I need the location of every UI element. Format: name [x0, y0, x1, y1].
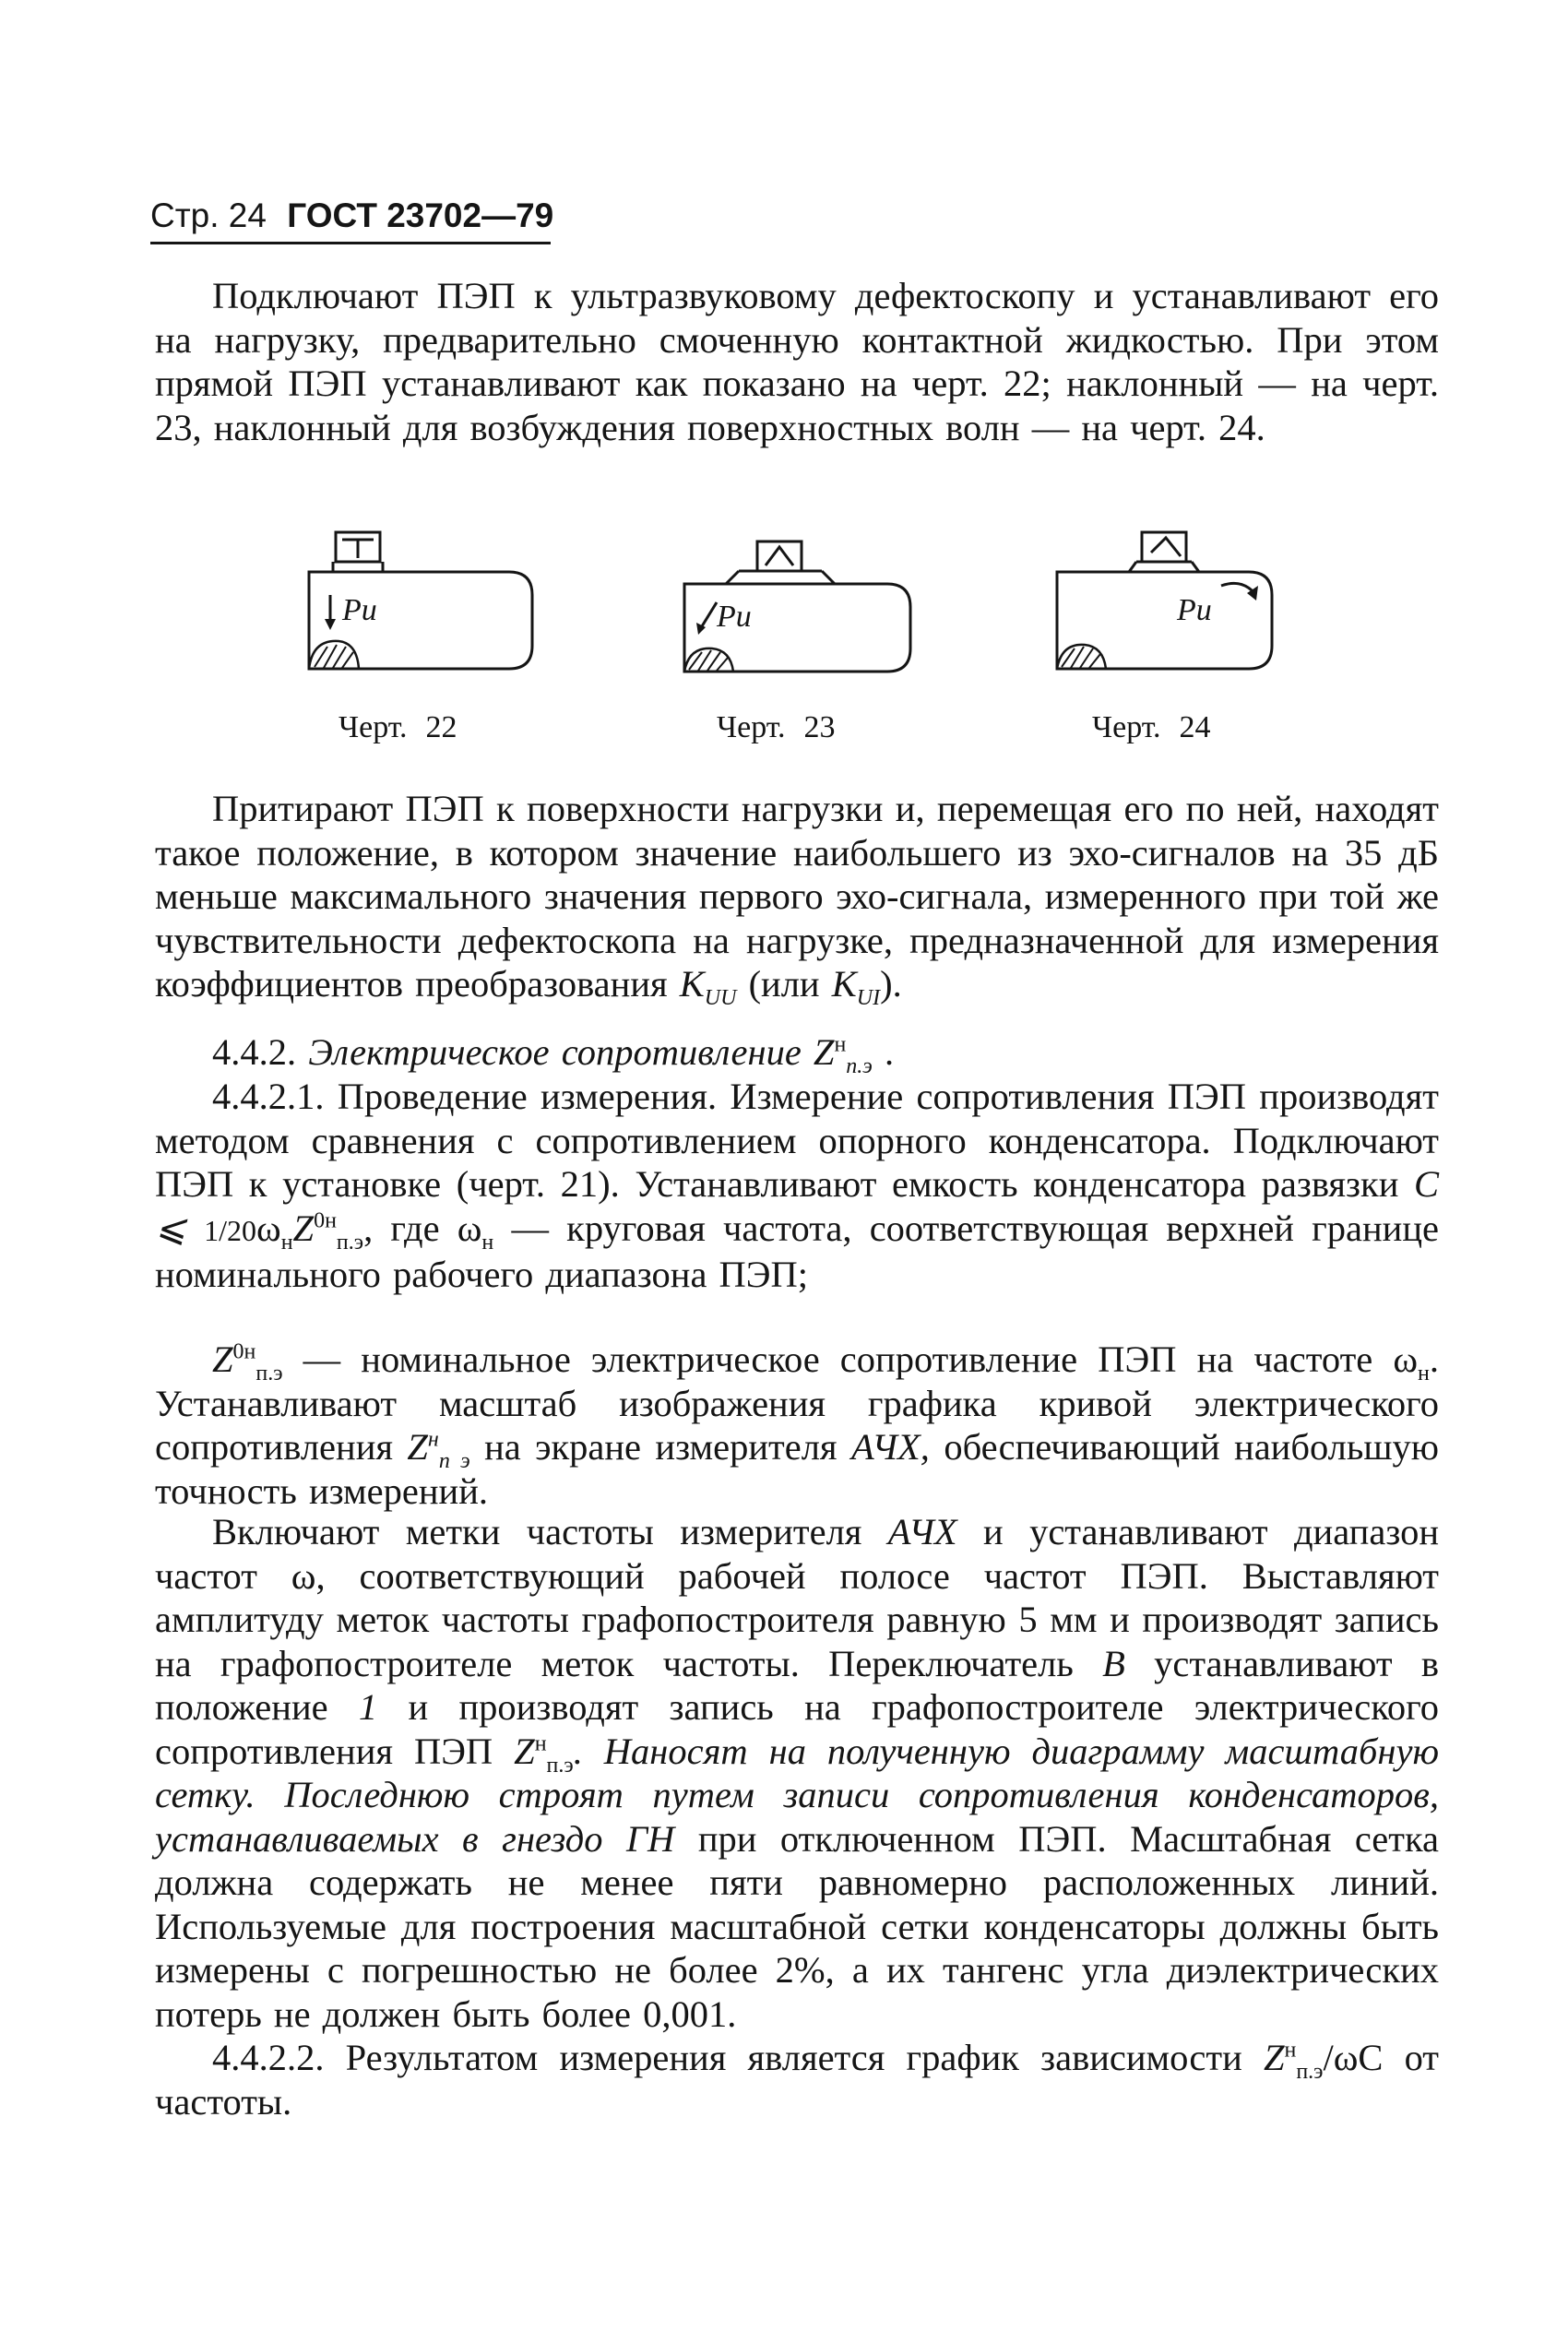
figure-24-caption-label: Черт. [1092, 710, 1161, 744]
incl-z-sub: п.э [546, 1753, 574, 1778]
section-impedance-symbol: Z [813, 1031, 835, 1073]
def-z2-sub: п э [438, 1449, 470, 1474]
def-omega-sub: н [1418, 1362, 1430, 1386]
figure-24-caption [1092, 710, 1211, 745]
figure-22-caption-label: Черт. [339, 710, 408, 744]
p4422-z-sup: н [1284, 2038, 1297, 2063]
figure-24 [1037, 530, 1313, 756]
incl-socket: ГН [626, 1817, 675, 1860]
incl-text-d: и производят запись на графопостроителе электрического сопротивления ПЭП [155, 1686, 1439, 1772]
section-impedance-sup: н [834, 1032, 847, 1057]
p4421-omega-2-sub: н [481, 1230, 494, 1255]
p4422-z-sub: п.э [1296, 2060, 1324, 2085]
figure-24-caption-number: 24 [1179, 710, 1211, 744]
p4421-z-sup: 0н [314, 1208, 337, 1232]
p4421-z: Z [292, 1207, 315, 1249]
figure-23-caption-label: Черт. [717, 710, 786, 744]
figure-23-signal-label: Ри [717, 600, 752, 634]
incl-text-f: при отключенном ПЭП. Масштабная сетка должна содержать не менее пяти равномерно расположенных линий. Используемые для построения масштабной сетки конденсаторы должны быть измерены с погрешностью не более 2%, а их тангенс угла диэлектрических потерь не должен быть более 0,001. [155, 1817, 1440, 2035]
figure-23-caption [717, 710, 836, 745]
section-heading [155, 1030, 1439, 1079]
figure-23 [671, 530, 947, 756]
def-text-d: обеспечивающий наибольшую точность измерений. [155, 1426, 1440, 1512]
coef-kui-symbol: K [831, 963, 857, 1005]
def-z2: Z [407, 1426, 428, 1468]
section-impedance-sub: п.э [846, 1054, 873, 1079]
coef-kui-subscript: UI [856, 986, 881, 1011]
p4422-text-a: 4.4.2.2. Результатом измерения является график зависимости [212, 2037, 1242, 2078]
p4421-text-b: , где [363, 1207, 440, 1249]
rubbing-end: ). [880, 963, 902, 1005]
rubbing-paragraph [155, 787, 1439, 1011]
def-text-b: . Устанавливают масштаб изображения графика кривой электрического сопротивления [155, 1338, 1440, 1468]
def-z: Z [212, 1338, 233, 1380]
def-z2-sup: н [427, 1427, 439, 1452]
coef-kuu-subscript: UU [704, 986, 737, 1011]
page-number: Стр. 24 [150, 196, 267, 234]
def-text-a: — номинальное электрическое сопротивление ПЭП на частоте [303, 1338, 1373, 1380]
def-omega: ω [1393, 1338, 1419, 1380]
figure-23-drawing [671, 530, 947, 715]
p4421-omega: ω [256, 1207, 281, 1249]
p4422-text-b: /ωC от частоты. [155, 2037, 1439, 2123]
incl-text-a: Включают метки частоты измерителя [212, 1511, 862, 1552]
incl-position: 1 [358, 1686, 378, 1728]
intro-paragraph: Подключают ПЭП к ультразвуковому дефектоскопу и устанавливают его на нагрузку, предварительно смоченную контактной жидкостью. При этом прямой ПЭП устанавливают как показано на черт. 22; наклонный — на черт. 23, наклонный для возбуждения поверхностных волн — на черт. 24. [155, 275, 1439, 448]
figure-24-signal-label: Ри [1177, 593, 1212, 627]
paragraph-enable-marks [155, 1510, 1439, 2036]
p4421-formula-c: C ⩽ [155, 1163, 1439, 1249]
rubbing-text: Притирают ПЭП к поверхности нагрузки и, перемещая его по ней, находят такое положение, в котором значение наибольшего из эхо-сигналов на 35 дБ меньше максимального значения первого эхо-сигнала, измеренного при той же чувствительности дефектоскопа на нагрузке, предназначенной для измерения коэффициентов преобразования [155, 788, 1439, 1005]
p4421-z-sub: п.э [336, 1230, 364, 1255]
p4422-z: Z [1263, 2037, 1285, 2078]
p4421-omega-2: ω [457, 1207, 482, 1249]
incl-text-b: и устанавливают диапазон частот ω, соответствующий рабочей полосе частот ПЭП. Выставляют амплитуду меток частоты графопостроителя равную 5 мм и производят запись на графопостроителе меток частоты. Переключатель [155, 1511, 1439, 1684]
def-z-sub: п.э [255, 1362, 283, 1386]
coef-kuu-symbol: K [679, 963, 705, 1005]
def-achx: АЧХ, [850, 1426, 930, 1468]
def-z-sup: 0н [232, 1339, 256, 1364]
figure-24-drawing [1037, 530, 1313, 715]
incl-achx: АЧХ [887, 1511, 957, 1552]
header-rule [150, 242, 551, 244]
p4421-formula-fraction: 1/20 [204, 1213, 257, 1247]
section-end: . [885, 1031, 895, 1073]
standard-code: ГОСТ 23702—79 [287, 196, 554, 234]
incl-z-sup: н [534, 1731, 547, 1755]
paragraph-definition [155, 1338, 1439, 1513]
paragraph-4-4-2-1 [155, 1075, 1439, 1297]
figure-22-signal-label: Ри [342, 593, 377, 627]
figure-22-caption [339, 710, 457, 745]
page-header [150, 196, 553, 235]
section-number: 4.4.2. [212, 1031, 297, 1073]
figure-22 [302, 530, 578, 756]
paragraph-4-4-2-2 [155, 2036, 1439, 2123]
incl-switch: В [1102, 1642, 1125, 1684]
p4421-text-a: 4.4.2.1. Проведение измерения. Измерение сопротивления ПЭП производят методом сравнения с сопротивлением опорного конденсатора. Подключают ПЭП к установке (черт. 21). Устанавливают емкость конденсатора развязки [155, 1076, 1439, 1205]
section-title: Электрическое сопротивление [308, 1031, 802, 1073]
incl-text-e: . Наносят на полученную диаграмму масштабную сетку. Последнюю строят путем записи сопротивления конденсаторов, устанавливаемых в гнездо [155, 1730, 1440, 1860]
def-text-c: на экране измерителя [484, 1426, 837, 1468]
p4421-omega-sub: н [280, 1230, 293, 1255]
figure-22-caption-number: 22 [425, 710, 457, 744]
rubbing-or-text: (или [748, 963, 820, 1005]
p4421-text-c: — круговая частота, соответствующая верхней границе номинального рабочего диапазона ПЭП; [155, 1207, 1439, 1295]
figure-23-caption-number: 23 [803, 710, 836, 744]
incl-z: Z [514, 1730, 535, 1772]
incl-text-c: устанавливают в положение [155, 1642, 1439, 1728]
